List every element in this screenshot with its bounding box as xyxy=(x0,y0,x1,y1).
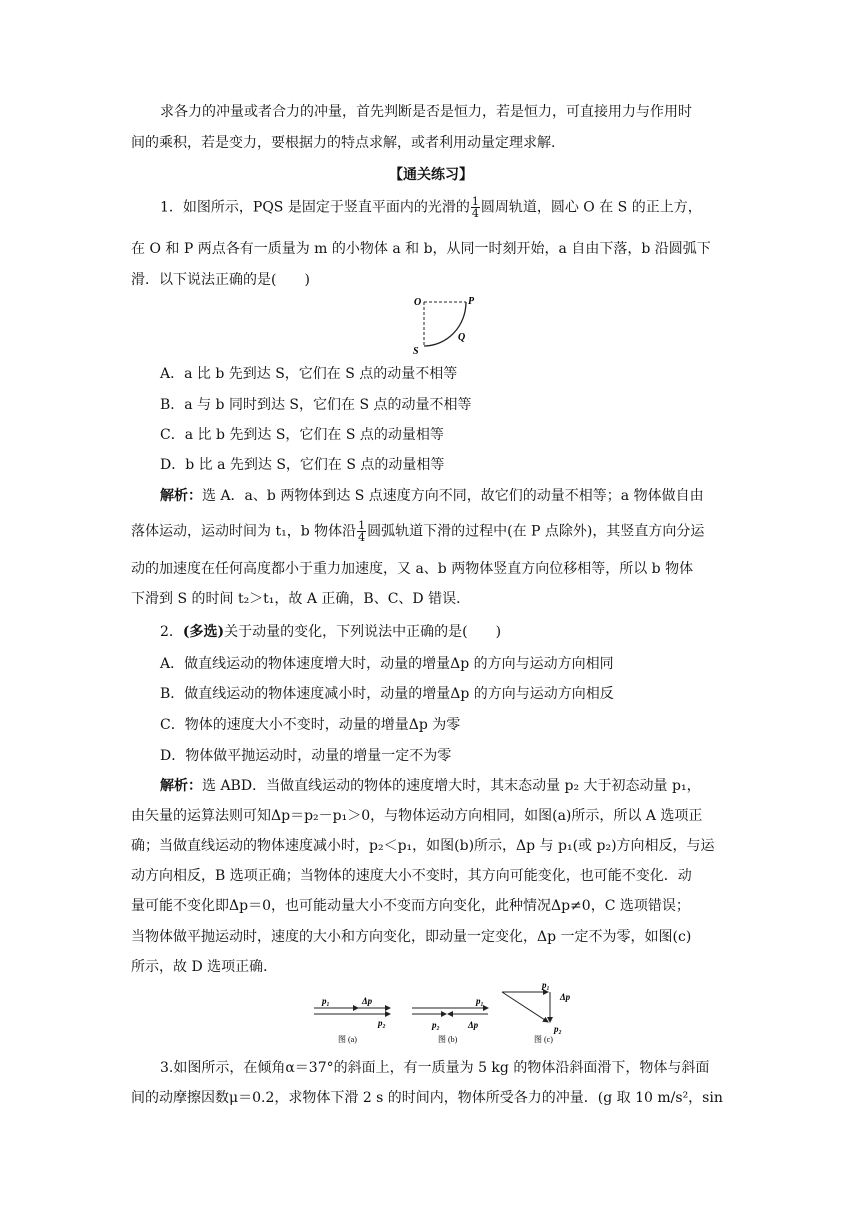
analysis-label: 解析： xyxy=(160,488,202,504)
caption-b: 图 (b) xyxy=(438,1035,458,1044)
q1-option-b: B．a 与 b 同时到达 S，它们在 S 点的动量不相等 xyxy=(160,397,472,413)
q1-analysis-line-2 xyxy=(131,520,731,543)
label-p1-c: p₁ xyxy=(542,980,550,990)
momentum-vector-figures xyxy=(308,978,598,1046)
q2-analysis-line-3: 确；当做直线运动的物体速度减小时，p₂＜p₁，如图(b)所示，Δp 与 p₁(或 p₂)方向相反，与运 xyxy=(131,838,715,854)
vector-p2-c xyxy=(502,992,548,1022)
q1-stem-text-a: 1．如图所示，PQS 是固定于竖直平面内的光滑的 xyxy=(160,199,470,216)
caption-c: 图 (c) xyxy=(534,1035,553,1044)
q2-option-d: D．物体做平抛运动时，动量的增量一定不为零 xyxy=(160,748,452,764)
q2-option-c: C．物体的速度大小不变时，动量的增量Δp 为零 xyxy=(160,717,461,733)
label-p2-b: p₂ xyxy=(432,1020,440,1030)
figure-b xyxy=(412,996,488,1044)
intro-line-2: 间的乘积，若是变力，要根据力的特点求解，或者利用动量定理求解. xyxy=(131,135,556,151)
label-dp-b: Δp xyxy=(468,1020,479,1030)
analysis-text: 落体运动，运动时间为 t₁，b 物体沿 xyxy=(131,523,357,540)
q2-stem xyxy=(160,622,760,642)
q1-stem-text-b: 圆周轨道，圆心 O 在 S 的正上方， xyxy=(480,199,702,216)
q2-analysis-line-5: 量可能不变化即Δp＝0，也可能动量大小不变而方向变化，此种情况Δp≠0，C 选项错误； xyxy=(131,898,690,914)
analysis-label: 解析： xyxy=(160,778,202,794)
fraction-denominator: 4 xyxy=(471,207,479,220)
q2-analysis-line-2: 由矢量的运算法则可知Δp＝p₂－p₁＞0，与物体运动方向相同，如图(a)所示，所以 A 选项正 xyxy=(131,808,703,824)
q1-option-d: D．b 比 a 先到达 S，它们在 S 点的动量相等 xyxy=(160,457,445,473)
label-s: S xyxy=(413,346,419,356)
q3-stem-line-1: 3.如图所示，在倾角α＝37°的斜面上，有一质量为 5 kg 的物体沿斜面滑下，物体与斜面 xyxy=(160,1060,710,1076)
q2-analysis-line-4: 动方向相反，B 选项正确；当物体的速度大小不变时，其方向可能变化，也可能不变化．动 xyxy=(131,868,692,884)
analysis-text: 选 ABD．当做直线运动的物体的速度增大时，其末态动量 p₂ 大于初态动量 p₁， xyxy=(202,778,701,794)
label-q: Q xyxy=(458,332,466,343)
q1-stem-line-1 xyxy=(160,196,760,219)
q1-analysis-line-3: 动的加速度在任何高度都小于重力加速度，又 a、b 两物体竖直方向位移相等，所以 b 物体 xyxy=(131,561,694,577)
q1-stem-line-3: 滑．以下说法正确的是( ) xyxy=(131,272,310,288)
q2-option-b: B．做直线运动的物体速度减小时，动量的增量Δp 的方向与运动方向相反 xyxy=(160,686,614,702)
q1-option-a: A．a 比 b 先到达 S，它们在 S 点的动量不相等 xyxy=(160,366,458,382)
q2-analysis-line-7: 所示，故 D 选项正确． xyxy=(131,959,278,975)
label-p1-b: p₁ xyxy=(476,996,484,1006)
analysis-text: 选 A．a、b 两物体到达 S 点速度方向不同，故它们的动量不相等；a 物体做自由 xyxy=(202,488,704,504)
multi-select-tag: (多选) xyxy=(182,624,225,640)
label-p: P xyxy=(468,296,475,307)
figure-c xyxy=(502,980,571,1044)
q2-analysis-line-1 xyxy=(160,776,760,796)
label-dp-c: Δp xyxy=(560,992,571,1002)
label-p2-c: p₂ xyxy=(554,1024,562,1034)
q1-analysis-line-1 xyxy=(160,486,760,506)
q2-analysis-line-6: 当物体做平抛运动时，速度的大小和方向变化，即动量一定变化，Δp 一定不为零，如图(c) xyxy=(131,929,692,945)
figure-a xyxy=(314,996,390,1044)
q2-stem-text: 关于动量的变化，下列说法中正确的是( ) xyxy=(224,624,502,640)
q1-analysis-line-4: 下滑到 S 的时间 t₂＞t₁，故 A 正确，B、C、D 错误． xyxy=(131,591,471,607)
analysis-text: 圆弧轨道下滑的过程中(在 P 点除外)，其竖直方向分运 xyxy=(367,523,705,540)
q2-number: 2． xyxy=(160,624,183,640)
q1-stem-line-2: 在 O 和 P 两点各有一质量为 m 的小物体 a 和 b，从同一时刻开始，a 自由下落，b 沿圆弧下 xyxy=(131,241,711,257)
label-p1-a: p₁ xyxy=(322,996,330,1006)
q1-option-c: C．a 比 b 先到达 S，它们在 S 点的动量相等 xyxy=(160,427,444,443)
fraction-numerator: 1 xyxy=(358,519,366,532)
label-p2-a: p₂ xyxy=(378,1018,386,1028)
quarter-circle-track-figure xyxy=(408,292,478,356)
quarter-fraction xyxy=(357,520,366,543)
caption-a: 图 (a) xyxy=(338,1035,357,1044)
label-o: O xyxy=(414,297,422,308)
fraction-denominator: 4 xyxy=(358,531,366,544)
q3-stem-line-2: 间的动摩擦因数μ＝0.2，求物体下滑 2 s 的时间内，物体所受各力的冲量．(g 取 10 m/s²，sin xyxy=(131,1090,723,1106)
fraction-numerator: 1 xyxy=(471,195,479,208)
label-dp-a: Δp xyxy=(362,996,373,1006)
quarter-fraction xyxy=(471,196,480,219)
intro-line-1: 求各力的冲量或者合力的冲量，首先判断是否是恒力，若是恒力，可直接用力与作用时 xyxy=(160,104,692,120)
section-title: 【通关练习】 xyxy=(389,167,473,183)
q2-option-a: A．做直线运动的物体速度增大时，动量的增量Δp 的方向与运动方向相同 xyxy=(160,656,614,672)
